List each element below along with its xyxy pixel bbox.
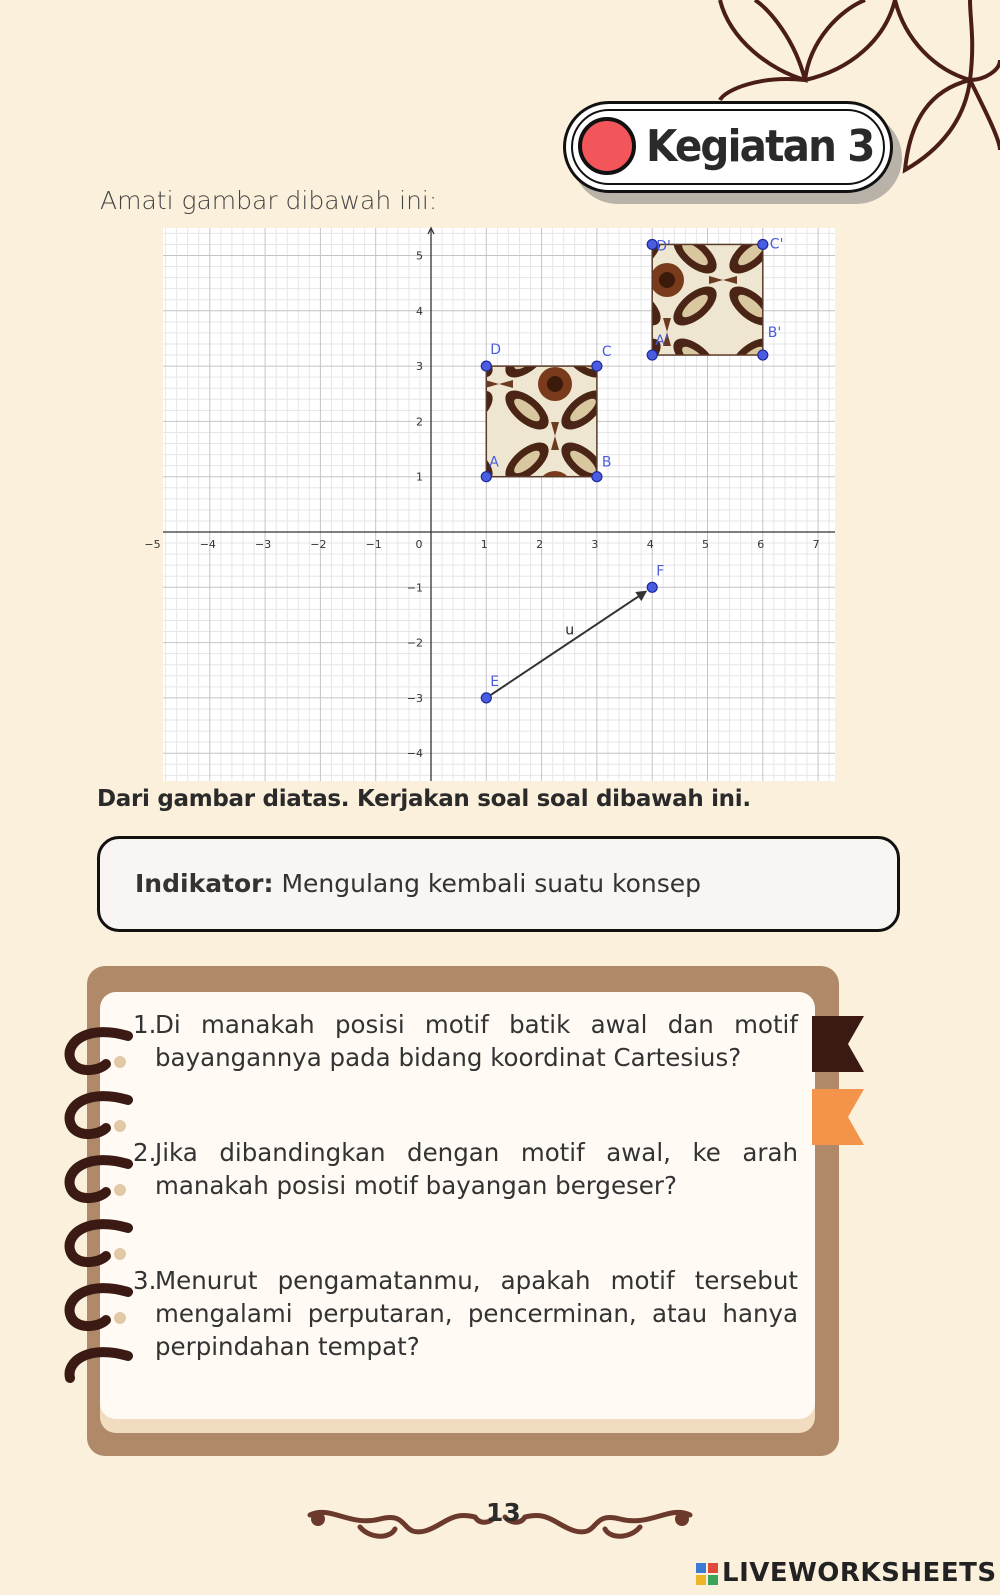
bookmark-ribbon-orange-icon [812, 1089, 864, 1145]
x-tick-label: 0 [415, 538, 423, 551]
point-A [481, 472, 491, 482]
y-tick-label: 5 [416, 249, 423, 263]
x-tick-label: 1 [480, 538, 488, 551]
question-text: Jika dibandingkan dengan motif awal, ke arah manakah posisi motif bayangan bergeser? [155, 1138, 798, 1200]
point-E [481, 693, 491, 703]
x-tick-label: 2 [536, 538, 544, 551]
bookmark-ribbon-dark-icon [812, 1016, 864, 1072]
y-tick-label: 2 [416, 415, 423, 429]
question-3 [133, 1264, 798, 1363]
x-tick-label: −5 [144, 538, 161, 551]
point-B-prime [758, 350, 768, 360]
batik-motif-image [652, 244, 763, 355]
x-tick-label: −1 [365, 538, 382, 551]
question-text: Menurut pengamatanmu, apakah motif tersebut mengalami perputaran, pencerminan, atau hanya perpindahan tempat? [155, 1266, 798, 1361]
point-F [647, 582, 657, 592]
point-A-prime [647, 350, 657, 360]
point-label: D' [656, 238, 671, 255]
x-tick-label: 4 [646, 538, 654, 551]
vector-arrowhead [635, 591, 647, 601]
y-tick-label: −4 [406, 747, 423, 761]
question-number: 2. [133, 1138, 157, 1167]
question-1 [133, 1008, 798, 1074]
point-D [481, 361, 491, 371]
instruction-text: Dari gambar diatas. Kerjakan soal soal dibawah ini. [97, 786, 751, 812]
question-text: Di manakah posisi motif batik awal dan motif bayangannya pada bidang koordinat Cartesius? [155, 1010, 798, 1072]
point-C [592, 361, 602, 371]
indicator-label: Indikator: [135, 869, 274, 898]
x-tick-label: 3 [591, 538, 599, 551]
activity-title: Kegiatan 3 [646, 121, 874, 172]
indicator-text [135, 869, 701, 898]
x-tick-label: −3 [254, 538, 272, 551]
y-tick-label: −3 [406, 691, 423, 705]
coordinate-graph [144, 228, 835, 781]
point-label: B [601, 454, 612, 471]
point-label: E [490, 673, 500, 690]
indicator-value: Mengulang kembali suatu konsep [281, 869, 702, 898]
y-tick-label: −2 [406, 636, 423, 650]
point-label: C' [769, 236, 784, 253]
point-label: D [490, 342, 502, 359]
spiral-binding-icon [58, 1022, 138, 1382]
question-number: 1. [133, 1010, 157, 1039]
point-label: A [489, 454, 499, 471]
point-label: C [601, 344, 612, 361]
x-tick-label: 7 [812, 538, 820, 551]
y-tick-label: 4 [416, 304, 423, 318]
vector-label: u [565, 622, 575, 639]
question-number: 3. [133, 1266, 157, 1295]
x-tick-label: −4 [199, 538, 216, 551]
indicator-box [97, 836, 900, 932]
x-tick-label: 6 [757, 538, 765, 551]
point-label: F [656, 563, 665, 580]
point-B [592, 472, 602, 482]
x-tick-label: −2 [310, 538, 327, 551]
y-tick-label: 1 [416, 470, 423, 484]
point-label: B' [767, 325, 782, 342]
point-label: A' [655, 333, 669, 350]
x-tick-label: 5 [702, 538, 709, 551]
intro-text: Amati gambar dibawah ini: [100, 186, 438, 215]
batik-motif-original [486, 366, 597, 477]
page-number: 13 [486, 1498, 521, 1527]
question-2 [133, 1136, 798, 1202]
y-tick-label: 3 [416, 360, 423, 374]
liveworksheets-logo-icon [696, 1563, 718, 1585]
y-tick-label: −1 [406, 581, 423, 595]
brand-name: LIVEWORKSHEETS [722, 1558, 997, 1588]
badge-dot-icon [578, 117, 636, 175]
point-C-prime [758, 239, 768, 249]
